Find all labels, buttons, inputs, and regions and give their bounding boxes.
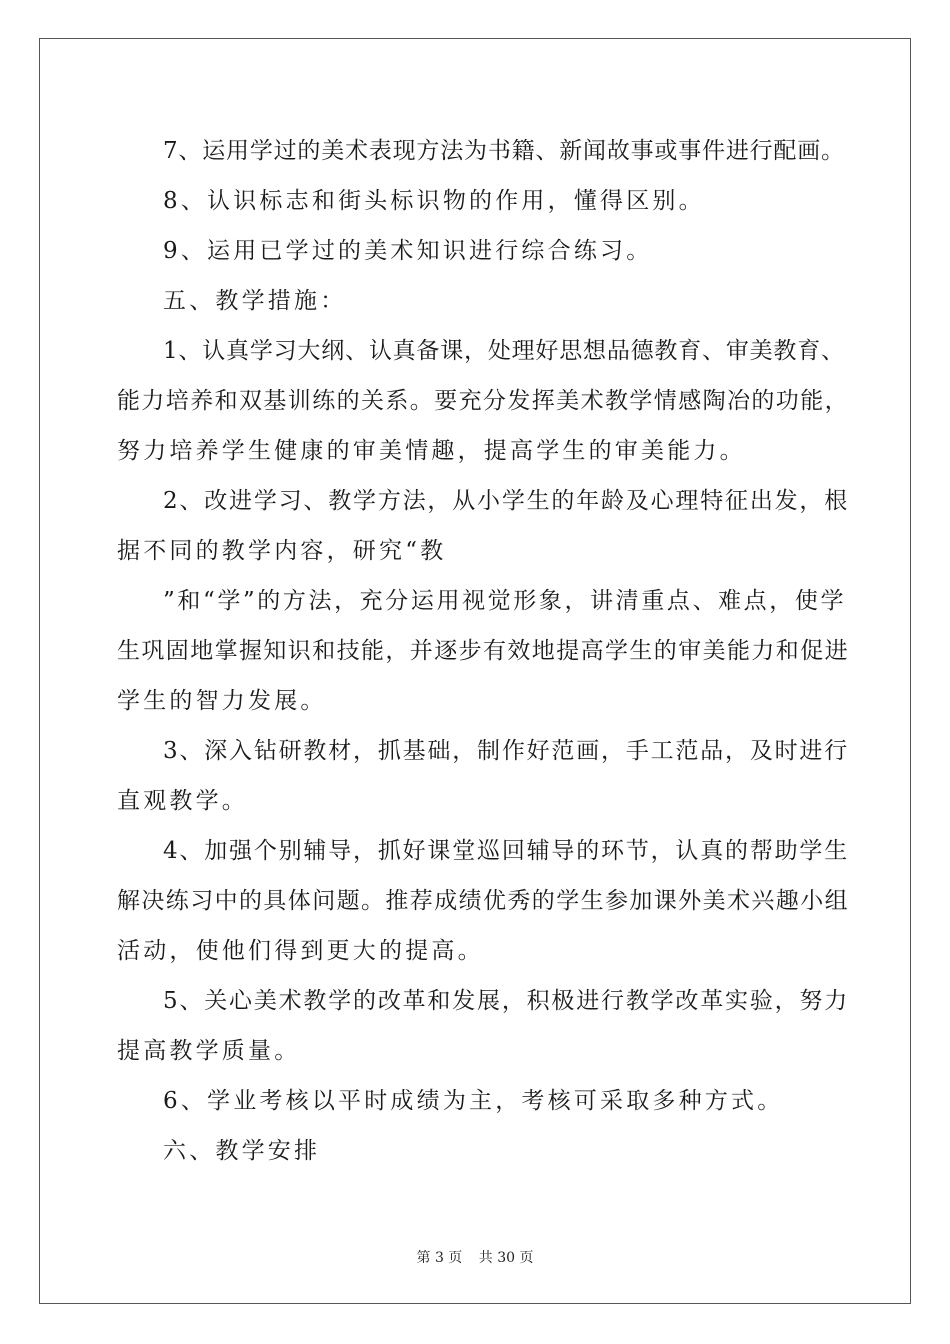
page-footer xyxy=(0,1249,950,1267)
text-line: 2、改进学习、教学方法，从小学生的年龄及心理特征出发，根 xyxy=(163,488,850,514)
text-line: 7、运用学过的美术表现方法为书籍、新闻故事或事件进行配画。 xyxy=(163,138,845,164)
text-line: 据不同的教学内容，研究“教 xyxy=(117,538,447,564)
section-heading: 六、教学安排 xyxy=(163,1138,321,1164)
text-line: 活动，使他们得到更大的提高。 xyxy=(117,938,484,964)
text-line: 解决练习中的具体问题。推荐成绩优秀的学生参加课外美术兴趣小组 xyxy=(117,888,849,914)
text-line: 9、运用已学过的美术知识进行综合练习。 xyxy=(163,238,653,264)
text-line: 6、学业考核以平时成绩为主，考核可采取多种方式。 xyxy=(163,1088,784,1114)
section-heading: 五、教学措施： xyxy=(163,288,347,314)
text-line: 3、深入钻研教材，抓基础，制作好范画，手工范品，及时进行 xyxy=(163,738,850,764)
text-line: 4、加强个别辅导，抓好课堂巡回辅导的环节，认真的帮助学生 xyxy=(163,838,850,864)
text-line: 直观教学。 xyxy=(117,788,248,814)
text-line: 能力培养和双基训练的关系。要充分发挥美术教学情感陶冶的功能， xyxy=(117,388,849,414)
text-line: 生巩固地掌握知识和技能，并逐步有效地提高学生的审美能力和促进 xyxy=(117,638,849,664)
text-line: 5、关心美术教学的改革和发展，积极进行教学改革实验，努力 xyxy=(163,988,850,1014)
text-line: 学生的智力发展。 xyxy=(117,688,327,714)
text-line: 努力培养学生健康的审美情趣，提高学生的审美能力。 xyxy=(117,438,746,464)
text-line: ”和“学”的方法，充分运用视觉形象，讲清重点、难点，使学 xyxy=(163,588,847,614)
page-number: 第 3 页 xyxy=(416,1250,463,1266)
text-line: 8、认识标志和街头标识物的作用，懂得区别。 xyxy=(163,188,705,214)
page-total: 共 30 页 xyxy=(478,1250,534,1266)
text-line: 提高教学质量。 xyxy=(117,1038,301,1064)
text-line: 1、认真学习大纲、认真备课，处理好思想品德教育、审美教育、 xyxy=(163,338,845,364)
